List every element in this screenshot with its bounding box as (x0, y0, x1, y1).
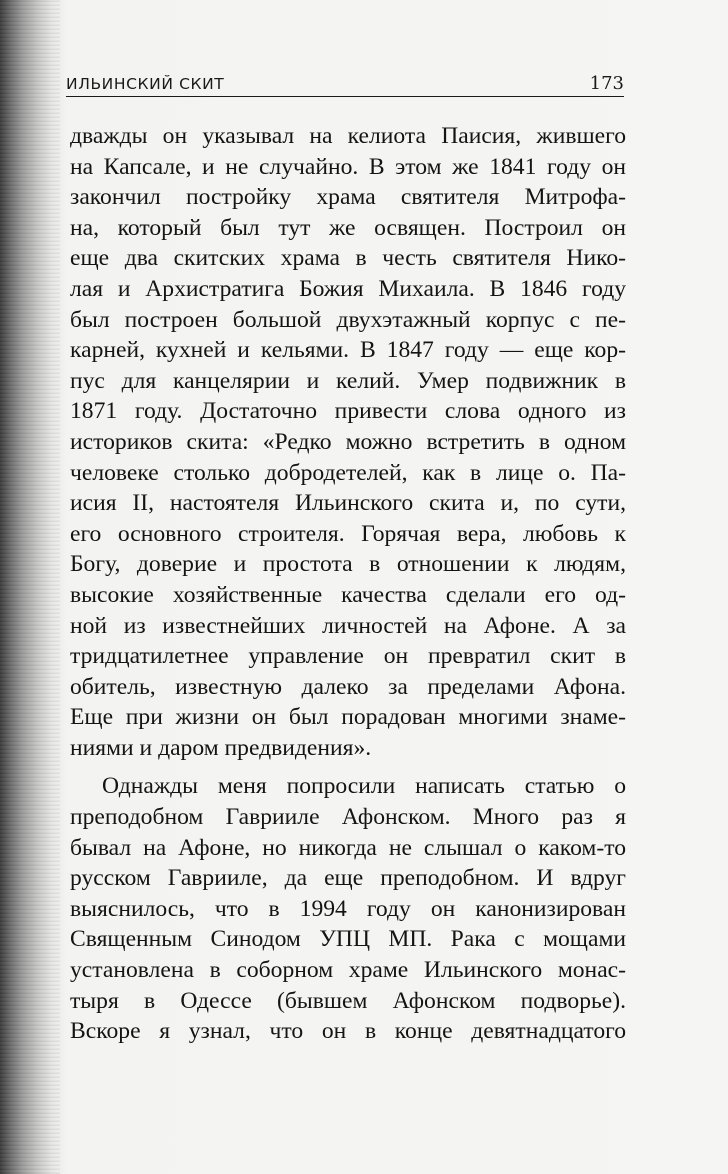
text-line: еще два скитских храма в честь святителя Нико- (70, 245, 626, 272)
text-line: ной из известнейших личностей на Афоне. А за (70, 612, 626, 639)
text-line: историков скита: «Редко можно встретить в одном (70, 428, 626, 455)
text-line: Вскоре я узнал, что он в конце девятнадцатого (70, 1018, 626, 1045)
text-line: бывал на Афоне, но никогда не слышал о каком-то (70, 834, 626, 861)
running-header-title: ИЛЬИНСКИЙ СКИТ (66, 75, 225, 93)
paragraph-1 (70, 121, 626, 763)
text-line: тыря в Одессе (бывшем Афонском подворье). (70, 987, 626, 1014)
text-line: карней, кухней и кельями. В 1847 году — еще кор- (70, 337, 626, 364)
page-gutter-shadow (0, 0, 60, 1174)
text-line: русском Гаврииле, да еще преподобном. И вдруг (70, 865, 626, 892)
text-line: пус для канцелярии и келий. Умер подвижник в (70, 367, 626, 394)
paragraph-2 (70, 771, 626, 1046)
text-line: на, который был тут же освящен. Построил он (70, 214, 626, 241)
text-line: Однажды меня попросили написать статью о (102, 773, 626, 800)
text-line: человеке столько добродетелей, как в лице о. Па- (70, 459, 626, 486)
text-line: установлена в соборном храме Ильинского монас- (70, 957, 626, 984)
text-line: Еще при жизни он был порадован многими знаме- (70, 704, 626, 731)
text-line: дважды он указывал на келиота Паисия, жившего (70, 123, 626, 149)
text-line: исия II, настоятеля Ильинского скита и, по сути, (70, 490, 626, 517)
text-line: ниями и даром предвидения». (70, 734, 372, 761)
text-line: преподобном Гаврииле Афонском. Много раз я (70, 804, 626, 831)
text-line: обитель, известную далеко за пределами Афона. (70, 673, 626, 700)
page-number: 173 (589, 73, 624, 94)
text-line: высокие хозяйственные качества сделали его од- (70, 581, 626, 608)
text-line: Священным Синодом УПЦ МП. Рака с мощами (70, 926, 626, 953)
text-line: его основного строителя. Горячая вера, любовь к (70, 520, 626, 547)
text-line: тридцатилетнее управление он превратил скит в (70, 643, 626, 670)
body-text (70, 121, 626, 1047)
text-line: был построен большой двухэтажный корпус с пе- (70, 306, 626, 333)
text-line: закончил постройку храма святителя Митрофа- (70, 184, 626, 211)
text-line: 1871 году. Достаточно привести слова одного из (70, 398, 626, 425)
text-line: Богу, доверие и простота в отношении к людям, (70, 551, 626, 578)
text-line: лая и Архистратига Божия Михаила. В 1846 году (70, 275, 626, 302)
text-line: выяснилось, что в 1994 году он канонизирован (70, 895, 626, 922)
running-header (66, 72, 624, 97)
text-line: на Капсале, и не случайно. В этом же 1841 году он (70, 153, 626, 180)
